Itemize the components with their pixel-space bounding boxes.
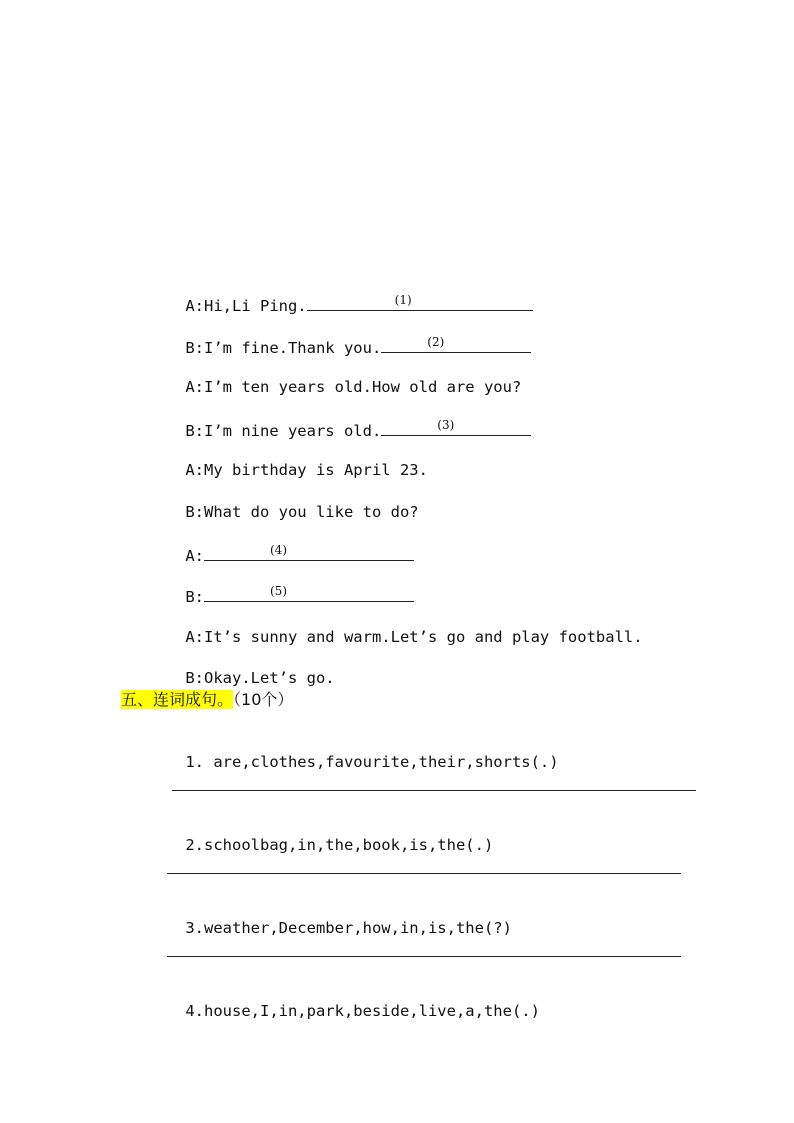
dialogue-text: A:Hi,Li Ping. bbox=[185, 297, 307, 315]
section-title: 五、连词成句。 bbox=[121, 690, 234, 709]
sentence-item-4 bbox=[148, 981, 540, 1041]
dialogue-text: B:Okay.Let’s go. bbox=[185, 669, 335, 687]
answer-blank-4[interactable] bbox=[204, 544, 414, 561]
word-list: 3.weather,December,how,in,is,the(?) bbox=[185, 919, 512, 937]
answer-blank-1[interactable] bbox=[307, 294, 533, 311]
dialogue-text: B:I’m fine.Thank you. bbox=[185, 339, 382, 357]
dialogue-text: A: bbox=[185, 547, 204, 565]
sentence-item-1 bbox=[148, 732, 559, 792]
dialogue-text: B:What do you like to do? bbox=[185, 503, 419, 521]
answer-line-1[interactable] bbox=[172, 790, 696, 791]
blank-number: (3) bbox=[437, 418, 455, 432]
blank-number: (5) bbox=[270, 584, 287, 598]
section-note: （10个） bbox=[233, 690, 294, 709]
answer-line-3[interactable] bbox=[167, 956, 681, 957]
answer-blank-3[interactable] bbox=[381, 419, 531, 436]
dialogue-text: A:My birthday is April 23. bbox=[185, 461, 428, 479]
sentence-item-2 bbox=[148, 815, 493, 875]
blank-number: (1) bbox=[394, 293, 412, 307]
dialogue-text: A:I’m ten years old.How old are you? bbox=[185, 378, 522, 396]
dialogue-text: A:It’s sunny and warm.Let’s go and play football. bbox=[185, 628, 643, 646]
answer-blank-5[interactable] bbox=[204, 585, 414, 602]
dialogue-text: B:I’m nine years old. bbox=[185, 422, 382, 440]
blank-number: (4) bbox=[270, 543, 287, 557]
sentence-item-3 bbox=[148, 898, 512, 958]
dialogue-text: B: bbox=[185, 588, 204, 606]
word-list: 2.schoolbag,in,the,book,is,the(.) bbox=[185, 836, 494, 854]
blank-number: (2) bbox=[427, 335, 445, 349]
answer-line-2[interactable] bbox=[167, 873, 681, 874]
answer-blank-2[interactable] bbox=[381, 336, 531, 353]
word-list: 4.house,I,in,park,beside,live,a,the(.) bbox=[185, 1002, 540, 1020]
section-heading bbox=[121, 689, 293, 711]
word-list: 1. are,clothes,favourite,their,shorts(.) bbox=[185, 753, 559, 771]
